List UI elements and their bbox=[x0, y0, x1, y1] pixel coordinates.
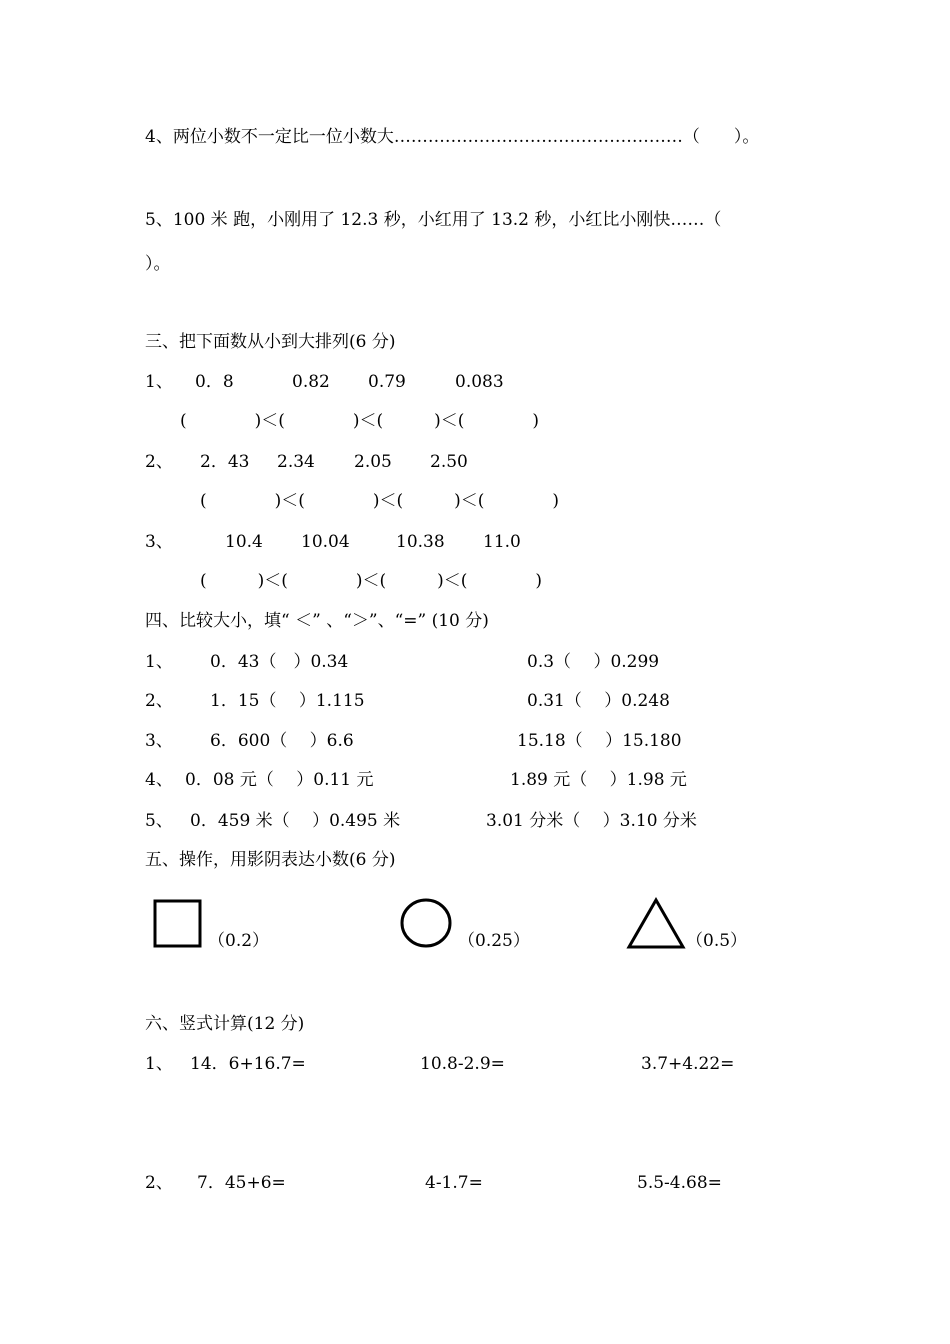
compare-row-1-left: 0．43（ ）0.34 bbox=[210, 652, 349, 672]
question-5-line-2: ）。 bbox=[145, 254, 171, 274]
compare-row-2-index: 2、 bbox=[145, 691, 173, 711]
triangle-label: （0.5） bbox=[686, 931, 748, 951]
order-item-2-num-4: 2.50 bbox=[430, 452, 468, 472]
compare-row-3-right: 15.18（ ）15.180 bbox=[517, 731, 682, 751]
question-5-line-1: 5、100 米 跑，小刚用了 12.3 秒，小红用了 13.2 秒，小红比小刚快……（ bbox=[145, 210, 722, 230]
order-item-2-num-1: 2．43 bbox=[200, 452, 250, 472]
section-4-heading: 四、比较大小，填“ ＜” 、“＞”、“=” (10 分) bbox=[145, 611, 489, 631]
triangle-shape[interactable] bbox=[626, 897, 686, 950]
order-item-2-blanks: ( )＜( )＜( )＜( ) bbox=[200, 491, 560, 511]
compare-row-4-index: 4、 bbox=[145, 770, 173, 790]
compare-row-4-right: 1.89 元（ ）1.98 元 bbox=[510, 770, 687, 790]
order-item-3-blanks: ( )＜( )＜( )＜( ) bbox=[200, 571, 543, 591]
order-item-2-num-2: 2.34 bbox=[277, 452, 315, 472]
order-item-1-num-3: 0.79 bbox=[368, 372, 406, 392]
order-item-1-blanks: ( )＜( )＜( )＜( ) bbox=[180, 411, 540, 431]
calc-row-2-index: 2、 bbox=[145, 1173, 173, 1193]
calc-row-1-item-3: 3.7+4.22= bbox=[641, 1054, 735, 1074]
compare-row-4-left: 0．08 元（ ）0.11 元 bbox=[185, 770, 374, 790]
compare-row-3-index: 3、 bbox=[145, 731, 173, 751]
compare-row-1-index: 1、 bbox=[145, 652, 173, 672]
section-5-heading: 五、操作，用影阴表达小数(6 分) bbox=[145, 850, 396, 870]
order-item-2-num-3: 2.05 bbox=[354, 452, 392, 472]
calc-row-2-item-3: 5.5-4.68= bbox=[637, 1173, 722, 1193]
order-item-1-index: 1、 bbox=[145, 372, 173, 392]
calc-row-2-item-2: 4-1.7= bbox=[425, 1173, 483, 1193]
compare-row-2-left: 1．15（ ）1.115 bbox=[210, 691, 365, 711]
square-label: （0.2） bbox=[208, 931, 270, 951]
compare-row-5-left: 0．459 米（ ）0.495 米 bbox=[190, 811, 401, 831]
calc-row-1-index: 1、 bbox=[145, 1054, 173, 1074]
section-6-heading: 六、竖式计算(12 分) bbox=[145, 1014, 305, 1034]
calc-row-2-item-1: 7．45+6= bbox=[197, 1173, 286, 1193]
square-shape[interactable] bbox=[153, 899, 203, 949]
order-item-3-num-1: 10.4 bbox=[225, 532, 263, 552]
section-3-heading: 三、把下面数从小到大排列(6 分) bbox=[145, 332, 396, 352]
order-item-3-index: 3、 bbox=[145, 532, 173, 552]
compare-row-3-left: 6．600（ ）6.6 bbox=[210, 731, 354, 751]
order-item-2-index: 2、 bbox=[145, 452, 173, 472]
order-item-3-num-4: 11.0 bbox=[483, 532, 521, 552]
order-item-3-num-3: 10.38 bbox=[396, 532, 445, 552]
question-4: 4、两位小数不一定比一位小数大……………………………………………（ ）。 bbox=[145, 127, 760, 147]
circle-label: （0.25） bbox=[458, 931, 530, 951]
circle-shape[interactable] bbox=[399, 898, 455, 950]
order-item-1-num-1: 0．8 bbox=[195, 372, 234, 392]
compare-row-5-right: 3.01 分米（ ）3.10 分米 bbox=[486, 811, 697, 831]
calc-row-1-item-2: 10.8-2.9= bbox=[420, 1054, 505, 1074]
compare-row-2-right: 0.31（ ）0.248 bbox=[527, 691, 670, 711]
order-item-3-num-2: 10.04 bbox=[301, 532, 350, 552]
order-item-1-num-4: 0.083 bbox=[455, 372, 504, 392]
compare-row-1-right: 0.3（ ）0.299 bbox=[527, 652, 660, 672]
calc-row-1-item-1: 14．6+16.7= bbox=[190, 1054, 306, 1074]
order-item-1-num-2: 0.82 bbox=[292, 372, 330, 392]
compare-row-5-index: 5、 bbox=[145, 811, 173, 831]
